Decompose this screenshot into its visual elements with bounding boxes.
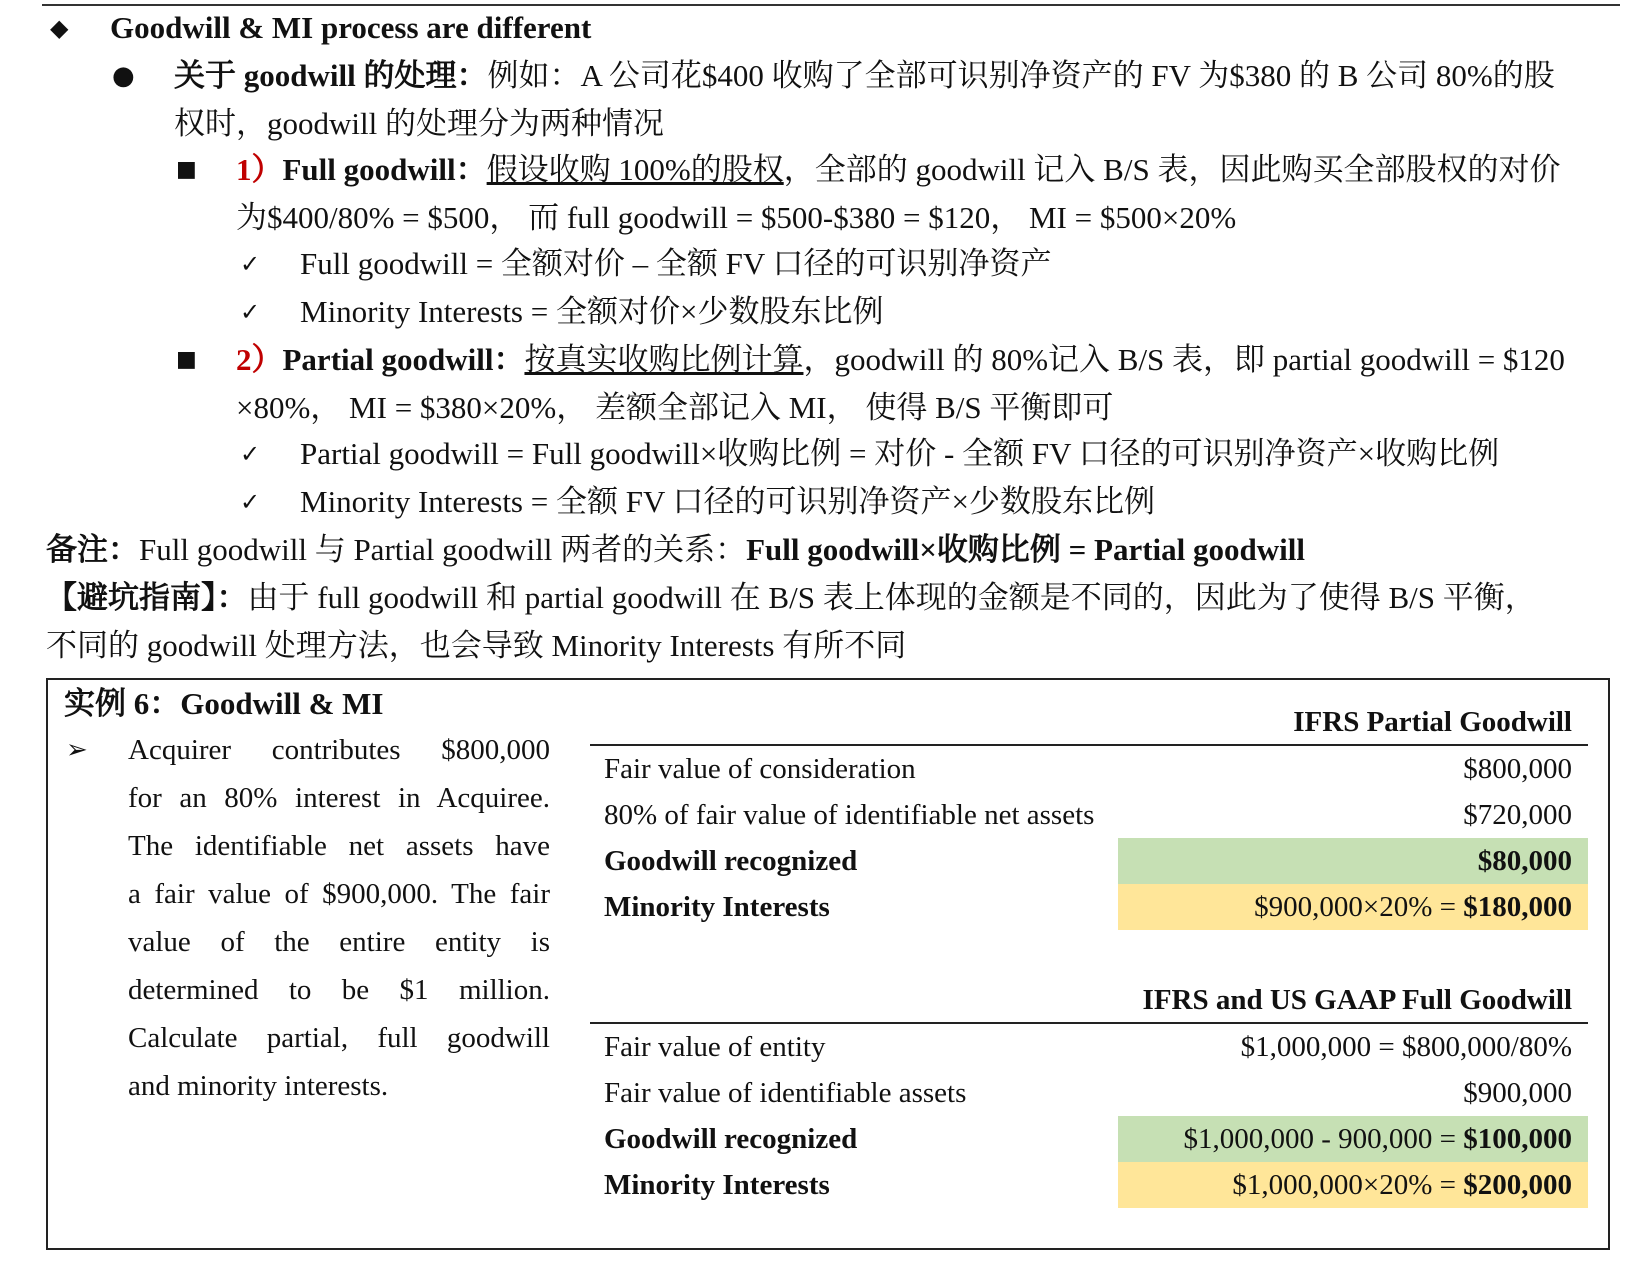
- partial-check-1: Partial goodwill = Full goodwill×收购比例 = 对价 - 全额 FV 口径的可识别净资产×收购比例: [300, 436, 1500, 471]
- row-label: Fair value of identifiable assets: [604, 1077, 967, 1109]
- row-value: $720,000: [1463, 799, 1572, 831]
- table-row: [590, 1070, 1588, 1116]
- full-underlined: 假设收购 100%的股权: [486, 152, 784, 187]
- row-value: [1183, 1116, 1572, 1162]
- row-value: [1478, 838, 1572, 884]
- value-bold: $100,000: [1463, 1123, 1572, 1155]
- arrow-bullet-icon: ➢: [66, 735, 88, 765]
- value-pre: $1,000,000×20% =: [1232, 1169, 1464, 1201]
- example-title: 实例 6：Goodwill & MI: [64, 686, 384, 721]
- full-table-title: IFRS and US GAAP Full Goodwill: [1142, 984, 1572, 1016]
- problem-line: determined to be $1 million.: [128, 974, 550, 1006]
- partial-number: 2）: [236, 342, 283, 377]
- value-pre: $900,000×20% =: [1254, 891, 1464, 923]
- value-bold: $200,000: [1463, 1169, 1572, 1201]
- table-row: [590, 1024, 1588, 1070]
- row-label: Minority Interests: [604, 891, 830, 923]
- partial-underlined: 按真实收购比例计算: [524, 342, 804, 377]
- diamond-bullet-icon: ◆: [50, 14, 69, 42]
- full-check-2: Minority Interests = 全额对价×少数股东比例: [300, 294, 884, 329]
- pitfall-line-1: [46, 578, 1536, 618]
- row-value: [1232, 1162, 1572, 1208]
- checkmark-icon: ✓: [240, 250, 261, 278]
- example-box: [46, 678, 1610, 1250]
- problem-line: for an 80% interest in Acquiree.: [128, 782, 550, 814]
- disc-bullet-icon: ●: [112, 61, 135, 91]
- example-problem: [128, 728, 550, 1112]
- full-number: 1）: [236, 152, 283, 187]
- section-header: Goodwill & MI process are different: [110, 10, 592, 45]
- note-line: [46, 530, 1305, 570]
- row-label: 80% of fair value of identifiable net assets: [604, 799, 1095, 831]
- row-value: [1254, 884, 1572, 930]
- checkmark-icon: ✓: [240, 298, 261, 326]
- pitfall-label: 【避坑指南】：: [46, 580, 248, 615]
- pitfall-text-1: 由于 full goodwill 和 partial goodwill 在 B/S 表上体现的金额是不同的，因此为了使得 B/S 平衡，: [247, 580, 1536, 615]
- full-title: Full goodwill：: [282, 152, 487, 187]
- table-row: [590, 838, 1588, 884]
- checkmark-icon: ✓: [240, 440, 261, 468]
- table-row: [590, 1116, 1588, 1162]
- partial-check-2: Minority Interests = 全额 FV 口径的可识别净资产×少数股东比例: [300, 484, 1156, 519]
- problem-line: The identifiable net assets have: [128, 830, 550, 862]
- partial-goodwill-line-1: [236, 340, 1565, 380]
- full-goodwill-table: [590, 978, 1588, 1208]
- checkmark-icon: ✓: [240, 488, 261, 516]
- full-goodwill-line-1: [236, 150, 1560, 190]
- row-value: $900,000: [1463, 1077, 1572, 1109]
- problem-line: Calculate partial, full goodwill: [128, 1022, 550, 1054]
- value-bold: $80,000: [1477, 845, 1572, 877]
- note-text: Full goodwill 与 Partial goodwill 两者的关系：: [139, 532, 747, 567]
- intro-bold: 关于 goodwill 的处理：: [174, 58, 488, 93]
- value-bold: $180,000: [1463, 891, 1572, 923]
- pitfall-line-2: 不同的 goodwill 处理方法，也会导致 Minority Interests 有所不同: [46, 628, 907, 663]
- intro-line1-rest: 例如：A 公司花$400 收购了全部可识别净资产的 FV 为$380 的 B 公司 80%的股: [487, 58, 1555, 93]
- top-rule: [42, 4, 1620, 6]
- partial-goodwill-table: [590, 700, 1588, 930]
- square-bullet-icon: ■: [176, 157, 197, 182]
- partial-goodwill-line-2: ×80%， MI = $380×20%， 差额全部记入 MI， 使得 B/S 平衡即可: [236, 390, 1114, 425]
- note-label: 备注：: [46, 532, 139, 567]
- table-row: [590, 792, 1588, 838]
- full-line1-rest: ，全部的 goodwill 记入 B/S 表，因此购买全部股权的对价: [783, 152, 1561, 187]
- partial-line1-rest: ，goodwill 的 80%记入 B/S 表，即 partial goodwill = $120: [803, 342, 1565, 377]
- row-value: $800,000: [1463, 753, 1572, 785]
- intro-line-2: 权时，goodwill 的处理分为两种情况: [174, 106, 664, 141]
- note-formula: Full goodwill×收购比例 = Partial goodwill: [746, 532, 1306, 567]
- partial-table-title: IFRS Partial Goodwill: [1293, 706, 1572, 738]
- value-pre: $1,000,000 - 900,000 =: [1183, 1123, 1464, 1155]
- square-bullet-icon: ■: [176, 347, 197, 372]
- row-label: Minority Interests: [604, 1169, 830, 1201]
- row-label: Goodwill recognized: [604, 1123, 858, 1155]
- full-goodwill-line-2: 为$400/80% = $500， 而 full goodwill = $500-$380 = $120， MI = $500×20%: [236, 200, 1237, 235]
- intro-line-1: [174, 56, 1555, 96]
- problem-line: value of the entire entity is: [128, 926, 550, 958]
- table-row: [590, 884, 1588, 930]
- problem-line: a fair value of $900,000. The fair: [128, 878, 550, 910]
- partial-title: Partial goodwill：: [282, 342, 525, 377]
- row-label: Goodwill recognized: [604, 845, 858, 877]
- full-check-1: Full goodwill = 全额对价 – 全额 FV 口径的可识别净资产: [300, 246, 1052, 281]
- problem-line: and minority interests.: [128, 1070, 389, 1102]
- row-label: Fair value of consideration: [604, 753, 916, 785]
- row-value: $1,000,000 = $800,000/80%: [1240, 1031, 1572, 1063]
- table-row: [590, 1162, 1588, 1208]
- problem-line: Acquirer contributes $800,000: [128, 734, 550, 766]
- row-label: Fair value of entity: [604, 1031, 826, 1063]
- table-row: [590, 746, 1588, 792]
